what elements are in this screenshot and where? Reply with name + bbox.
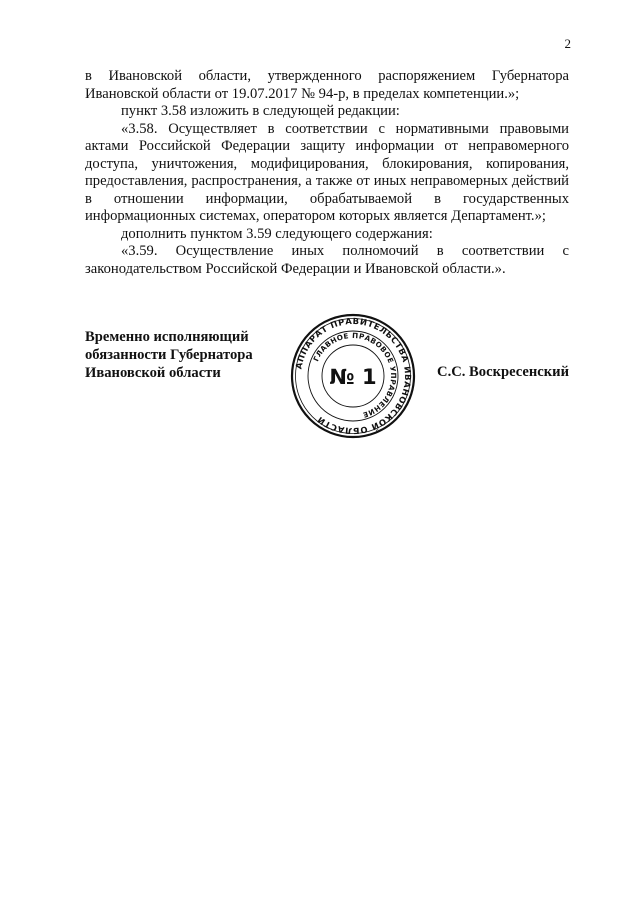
paragraph-1: в Ивановской области, утвержденного распоряжением Губернатора Ивановской области от 19.07.2017 № 94-р, в пределах компетенции.»; (85, 68, 569, 102)
signatory-title-line: Временно исполняющий (85, 329, 249, 345)
body-text (85, 68, 569, 278)
paragraph-4: дополнить пунктом 3.59 следующего содержания: (121, 225, 433, 242)
official-seal (290, 313, 416, 439)
signatory-name: С.С. Воскресенский (437, 364, 569, 380)
signatory-title-line: обязанности Губернатора (85, 347, 253, 363)
signatory-title (85, 328, 295, 382)
paragraph-3: «3.58. Осуществляет в соответствии с нормативными правовыми актами Российской Федерации защиту информации от неправомерного доступа, уничтожения, модифицирования, блокирования, копирования, предоставления, распространения, а также от иных неправомерных действий в отношении информации, обрабатываемой в государственных информационных системах, оператором которых является Департамент.»; (85, 120, 569, 224)
seal-graphic (290, 313, 416, 439)
seal-inner-text: ГЛАВНОЕ ПРАВОВОЕ УПРАВЛЕНИЕ (311, 330, 399, 420)
seal-center-text: № 1 (329, 365, 377, 389)
paragraph-2: пункт 3.58 изложить в следующей редакции: (121, 103, 400, 119)
page-number: 2 (564, 36, 571, 51)
paragraph-5: «3.59. Осуществление иных полномочий в соответствии с законодательством Российской Федерации и Ивановской области.». (85, 243, 569, 277)
seal-outer-text: АППАРАТ ПРАВИТЕЛЬСТВА ИВАНОВСКОЙ ОБЛАСТИ (293, 315, 414, 437)
signatory-title-line: Ивановской области (85, 365, 221, 381)
